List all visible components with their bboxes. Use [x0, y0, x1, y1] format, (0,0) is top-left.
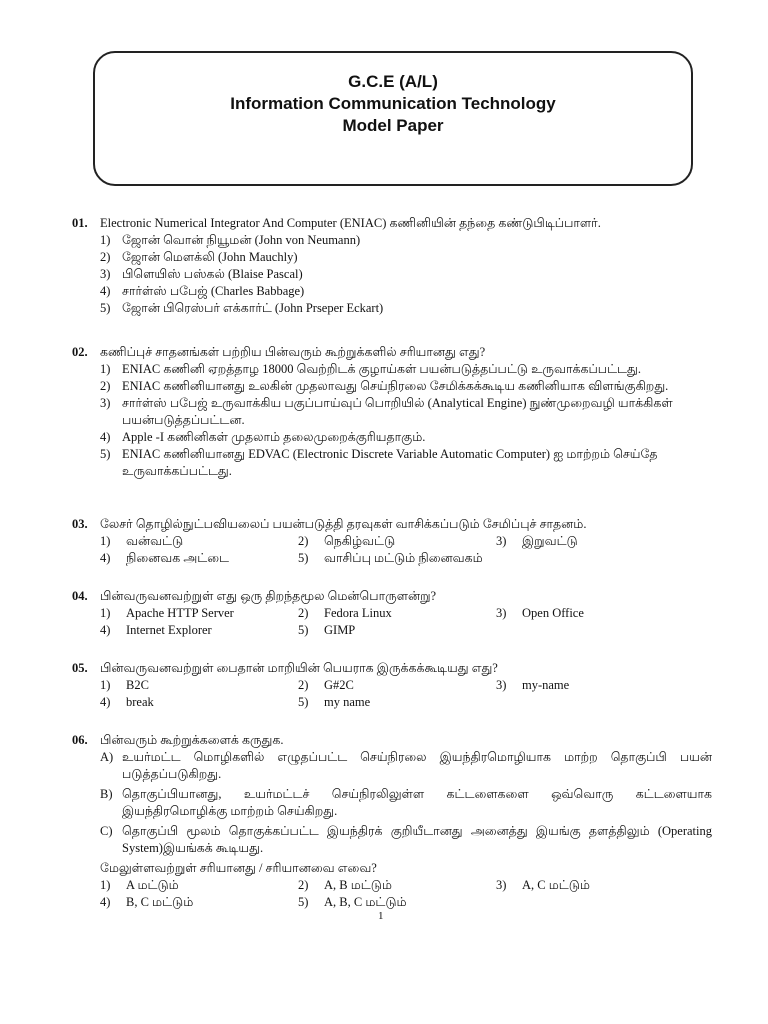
exam-title: G.C.E (A/L) [348, 72, 438, 91]
question-number: 02. [72, 345, 88, 359]
question-text: Electronic Numerical Integrator And Computer (ENIAC) கணினியின் தந்தை கண்டுபிடிப்பாளர். [100, 216, 601, 230]
option: 4) நினைவக அட்டை [100, 551, 230, 565]
question-text: லேசர் தொழில்நுட்பவியலைப் பயன்படுத்தி தரவுகள் வாசிக்கப்படும் சேமிப்புச் சாதனம். [100, 517, 587, 531]
option: 2) ENIAC கணினியானது உலகின் முதலாவது செய்நிரலை சேமிக்கக்கூடிய கணினியாக விளங்குகிறது. [100, 379, 669, 393]
question-6 [72, 732, 712, 911]
option: 2) A, B மட்டும் [298, 878, 392, 892]
option: 1) ENIAC கணினி ஏறத்தாழ 18000 வெற்றிடக் குழாய்கள் பயன்படுத்தப்பட்டு உருவாக்கப்பட்டது. [100, 362, 641, 376]
question-text: பின்வருவனவற்றுள் எது ஒரு திறந்தமூல மென்பொருளன்று? [100, 589, 437, 603]
option: 3) my-name [496, 678, 570, 692]
question-text: பின்வருவனவற்றுள் பைதான் மாறியின் பெயராக இருக்கக்கூடியது எது? [100, 661, 498, 675]
question-text: பின்வரும் கூற்றுக்களைக் கருதுக. [100, 733, 284, 747]
statement-a: A) உயர்மட்ட மொழிகளில் எழுதப்பட்ட செய்நிரலை இயந்திரமொழியாக மாற்ற தொகுப்பி பயன் படுத்தப்படுகிறது. [100, 750, 712, 781]
question-number: 03. [72, 517, 88, 531]
option: 5) வாசிப்பு மட்டும் நினைவகம் [298, 551, 483, 565]
option: 4) B, C மட்டும் [100, 895, 194, 909]
page-number: 1 [378, 910, 384, 922]
option: 1) ஜோன் வொன் நியூமன் (John von Neumann) [100, 233, 361, 247]
option: 1) A மட்டும் [100, 878, 179, 892]
option: 4) Internet Explorer [100, 623, 212, 637]
question-text: கணிப்புச் சாதனங்கள் பற்றிய பின்வரும் கூற்றுக்களில் சரியானது எது? [100, 345, 486, 359]
question-5 [72, 660, 712, 711]
option: 1) B2C [100, 678, 149, 692]
option: 5) A, B, C மட்டும் [298, 895, 407, 909]
option: 3) Open Office [496, 606, 584, 620]
option: 3) இறுவட்டு [496, 534, 578, 548]
option: 1) Apache HTTP Server [100, 606, 234, 620]
option: 4) break [100, 695, 154, 709]
sub-question: மேலுள்ளவற்றுள் சரியானது / சரியானவை எவை? [100, 861, 377, 875]
option: 5) my name [298, 695, 371, 709]
option: 3) பிளெயிஸ் பஸ்கல் (Blaise Pascal) [100, 267, 303, 281]
question-number: 06. [72, 733, 88, 747]
subject-title: Information Communication Technology [230, 94, 556, 113]
option: 2) G#2C [298, 678, 354, 692]
option: 2) ஜோன் மௌக்லி (John Mauchly) [100, 250, 298, 264]
option: 4) Apple -I கணினிகள் முதலாம் தலைமுறைக்குரியதாகும். [100, 430, 426, 444]
option: 2) நெகிழ்வட்டு [298, 534, 396, 548]
option: 3) A, C மட்டும் [496, 878, 590, 892]
statement-b: B) தொகுப்பியானது, உயர்மட்டச் செய்நிரலிலுள்ள கட்டளைகளை ஒவ்வொரு கட்டளையாக இயந்திரமொழிக்கு மாற்றம் செய்கிறது. [100, 787, 712, 818]
title-box [93, 51, 693, 186]
option: 5) ENIAC கணினியானது EDVAC (Electronic Discrete Variable Automatic Computer) ஐ மாற்றம் செய்தே உருவாக்கப்பட்டது. [100, 447, 658, 478]
question-number: 01. [72, 216, 88, 230]
option: 1) வன்வட்டு [100, 534, 184, 548]
question-2 [72, 344, 712, 480]
option: 5) ஜோன் பிரெஸ்பர் எக்கார்ட் (John Prseper Eckart) [100, 301, 384, 315]
question-4 [72, 588, 712, 639]
option: 5) GIMP [298, 623, 356, 637]
question-3 [72, 516, 712, 567]
question-number: 04. [72, 589, 88, 603]
question-1 [72, 215, 712, 317]
option: 3) சார்ள்ஸ் பபேஜ் உருவாக்கிய பகுப்பாய்வுப் பொறியில் (Analytical Engine) நுண்முறைவழி யாக்கிகள் பயன்படுத்தப்பட்டன. [100, 396, 673, 427]
option: 2) Fedora Linux [298, 606, 392, 620]
question-number: 05. [72, 661, 88, 675]
statement-c: C) தொகுப்பி மூலம் தொகுக்கப்பட்ட இயந்திரக் குறியீடானது அனைத்து இயங்கு தளத்திலும் (Operating System)இயங்கக் கூடியது. [100, 824, 712, 855]
paper-type: Model Paper [342, 116, 444, 135]
option: 4) சார்ள்ஸ் பபேஜ் (Charles Babbage) [100, 284, 305, 298]
